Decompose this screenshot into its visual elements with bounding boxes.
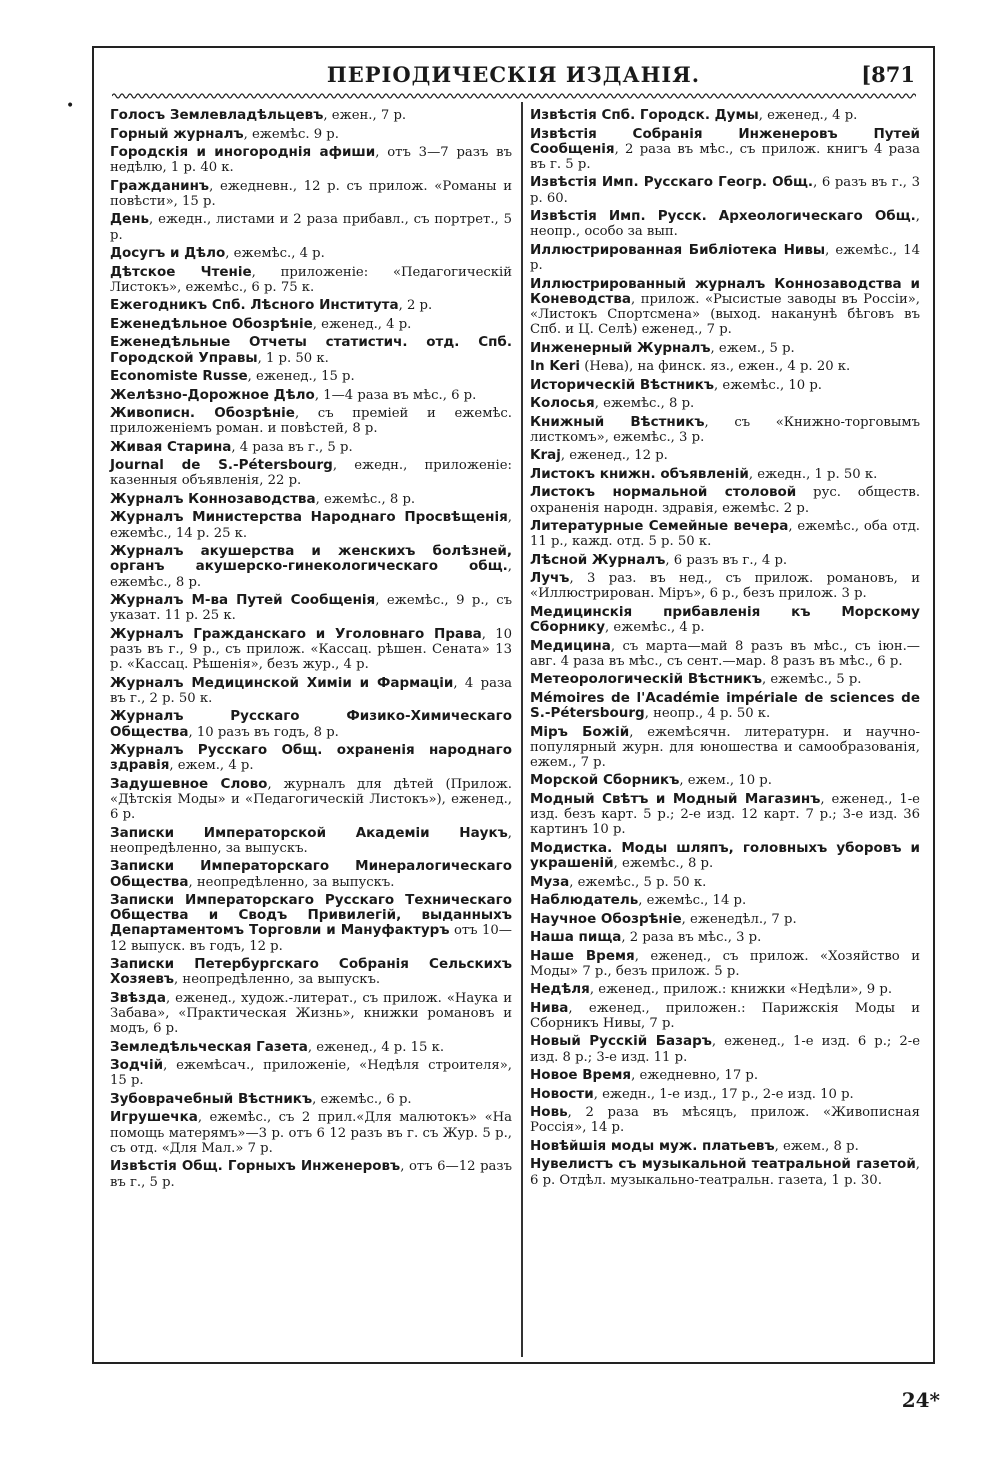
periodical-title: Городскiя и иногороднiя афиши	[110, 144, 376, 160]
periodical-title: Извѣстiя Общ. Горныхъ Инженеровъ	[110, 1158, 401, 1175]
periodical-title: Журналъ Коннозаводства	[110, 490, 316, 507]
periodical-entry	[110, 676, 512, 706]
periodical-entry	[530, 912, 920, 927]
periodical-details: , ежемѣс., 5 р.	[761, 672, 862, 688]
periodical-title: Иллюстрированная Библiотека Нивы	[530, 241, 826, 258]
periodical-details: , отъ 6—12 разъ въ г., 5 р.	[110, 1159, 512, 1190]
periodical-entry	[530, 1157, 920, 1187]
periodical-title: Журналъ Русскаго Общ. охраненiя народнаго здравiя	[110, 742, 512, 774]
periodical-details: , ежемѣс., 8 р.	[594, 396, 695, 412]
periodical-entry	[530, 1034, 920, 1064]
periodical-details: , съ премiей и ежемѣс. приложенiемъ роман. и повѣстей, 8 р.	[110, 406, 512, 437]
periodical-title: Недѣля	[530, 981, 590, 998]
periodical-entry	[110, 440, 512, 455]
periodical-title: Метеорологическiй Вѣстникъ	[530, 671, 762, 688]
periodical-entry	[110, 991, 512, 1037]
periodical-entry	[530, 108, 920, 123]
periodical-details: , ежемѣс., 8 р.	[315, 491, 416, 507]
periodical-details: , приложенiе: «Педагогическiй Листокъ», ежемѣс., 6 р. 75 к.	[110, 264, 513, 295]
periodical-title: Дѣтское Чтенiе	[110, 263, 252, 280]
periodical-entry	[530, 875, 920, 890]
periodical-entry	[530, 639, 920, 669]
periodical-details: , ежемѣс., 9 р., съ указат. 11 р. 25 к.	[110, 593, 513, 624]
periodical-details: , отъ 3—7 разъ въ недѣлю, 1 р. 40 к.	[110, 145, 512, 176]
periodical-details: , 6 р. Отдѣл. музыкально-театральн. газета, 1 р. 30.	[530, 1157, 920, 1188]
periodical-details: , еженед., худож.-литерат., съ прилож. «Наука и Забава», «Практическая Жизнь», книжки романовъ и модъ, 6 р.	[110, 990, 512, 1037]
periodical-entry	[530, 396, 920, 411]
periodical-entry	[110, 957, 512, 987]
periodical-details: , еженед., съ прилож. «Хозяйство и Моды» 7 р., безъ прилож. 5 р.	[530, 948, 920, 979]
periodical-entry	[530, 209, 920, 239]
periodical-title: In Keri	[530, 358, 580, 375]
periodical-entry	[530, 378, 920, 393]
periodical-details: , еженед., 12 р.	[560, 448, 668, 464]
periodical-details: , еженед., 4 р. 15 к.	[307, 1039, 445, 1055]
periodical-entry	[530, 691, 920, 721]
periodical-details: , ежемѣс., 14 р. 25 к.	[110, 510, 512, 541]
periodical-entry	[110, 544, 512, 590]
periodical-title: Земледѣльческая Газета	[110, 1038, 308, 1055]
periodical-details: , ежемѣс., 14 р.	[638, 893, 747, 909]
periodical-title: Журналъ М-ва Путей Сообщенiя	[110, 592, 376, 609]
periodical-entry	[110, 826, 512, 856]
periodical-title: Мiръ Божiй	[530, 723, 630, 740]
periodical-title: Journal de S.-Pétersbourg	[110, 457, 333, 474]
periodical-title: Лучъ	[530, 570, 570, 587]
periodical-entry	[110, 298, 512, 313]
periodical-details: отъ 10—12 выпуск. въ годъ, 12 р.	[110, 923, 512, 954]
periodical-details: , ежедневн., 12 р. съ прилож. «Романы и повѣсти», 15 р.	[110, 178, 512, 209]
periodical-title: Economiste Russe	[110, 368, 248, 385]
periodical-entry	[530, 1105, 920, 1135]
periodical-entry	[530, 415, 920, 445]
periodical-entry	[110, 317, 512, 332]
periodical-entry	[530, 725, 920, 771]
periodical-details: , 2 раза въ мѣс., 3 р.	[621, 930, 762, 946]
periodical-details: , 10 разъ въ годъ, 8 р.	[188, 724, 339, 740]
periodical-entry	[530, 930, 920, 945]
page-number: [871	[861, 62, 915, 87]
periodical-title: Журналъ Министерства Народнаго Просвѣщенiя	[110, 509, 508, 526]
periodical-title: Зодчiй	[110, 1057, 164, 1074]
periodical-details: , 1 р. 50 к.	[257, 350, 329, 366]
periodical-details: , ежедневно, 17 р.	[631, 1068, 759, 1084]
periodical-entry	[530, 341, 920, 356]
periodical-details: , журналъ для дѣтей (Прилож. «Дѣтскiя Моды» и «Педагогическiй Листокъ»), еженед., 6 р.	[110, 776, 512, 823]
periodical-title: Лѣсной Журналъ	[530, 551, 666, 568]
periodical-title: Голосъ Землевладѣльцевъ	[110, 107, 324, 123]
periodical-details: , 2 раза въ мѣс., съ прилож. книгъ 4 раза въ г. 5 р.	[530, 141, 920, 172]
periodical-title: Записки Императорской Академiи Наукъ	[110, 824, 508, 841]
periodical-entry	[110, 406, 512, 436]
periodical-details: , ежем., 4 р.	[169, 758, 254, 774]
periodical-details: , неопредѣленно, за выпускъ.	[188, 874, 395, 890]
periodical-title: Задушевное Слово	[110, 775, 268, 792]
periodical-title: Нувелистъ съ музыкальной театральной газетой	[530, 1156, 916, 1173]
periodical-details: , еженед., 1-е изд. 6 р.; 2-е изд. 8 р.; 3-е изд. 11 р.	[530, 1034, 921, 1065]
periodical-entry	[110, 246, 512, 261]
periodical-entry	[530, 277, 920, 338]
periodical-entry	[110, 108, 512, 123]
periodical-details: , еженедѣл., 7 р.	[681, 911, 797, 927]
periodical-details: , еженед., 15 р.	[247, 369, 355, 385]
margin-mark: •	[66, 98, 75, 114]
periodical-title: Медицинскiя прибавленiя къ Морскому Сборнику	[530, 603, 920, 636]
periodical-details: , 3 раз. въ нед., съ прилож. романовъ, и «Иллюстрирован. Мiръ», 6 р., безъ прилож. 3 р.	[530, 571, 920, 602]
periodical-title: Листокъ книжн. объявленiй	[530, 465, 749, 482]
periodical-details: , ежен., 7 р.	[323, 108, 407, 123]
periodical-entry	[530, 672, 920, 687]
periodical-details: , ежемѣсач., приложенiе, «Недѣля строителя», 15 р.	[110, 1058, 512, 1089]
periodical-entry	[530, 448, 920, 463]
periodical-title: Научное Обозрѣнiе	[530, 910, 682, 927]
header-wavy-rule	[112, 92, 916, 100]
periodical-entry	[110, 212, 512, 242]
periodical-entry	[110, 1040, 512, 1055]
periodical-entry	[110, 777, 512, 823]
periodical-title: Книжный Вѣстникъ	[530, 413, 705, 430]
periodical-entry	[110, 1058, 512, 1088]
periodical-entry	[110, 893, 512, 954]
page-title: ПЕРIОДИЧЕСКIЯ ИЗДАНIЯ.	[326, 62, 701, 87]
page-header	[92, 54, 935, 94]
periodical-title: Наша пища	[530, 929, 622, 946]
periodical-entry	[110, 709, 512, 739]
signature-mark: 24*	[901, 1388, 940, 1412]
periodical-title: Новое Время	[530, 1067, 632, 1084]
periodical-details: , ежемѣс., съ 2 прил.«Для малютокъ» «На помощь матерямъ»—3 р. отъ 6 12 разъ въ г. съ Жур. 5 р., съ отд. «Для Мал.» 7 р.	[110, 1110, 512, 1156]
periodical-details: , ежемѣс., 14 р.	[530, 242, 920, 274]
periodical-details: , прилож. «Рысистые заводы въ Россiи», «Листокъ Спортсмена» (выход. наканунѣ бѣговъ въ Спб. и Ц. Селѣ) еженед., 7 р.	[530, 291, 920, 338]
periodical-entry	[530, 893, 920, 908]
periodical-entry	[530, 467, 920, 482]
periodical-details: , неопредѣленно, за выпускъ.	[174, 972, 381, 988]
periodical-title: Наше Время	[530, 947, 635, 964]
periodical-entry	[530, 982, 920, 997]
periodical-entry	[530, 553, 920, 568]
periodical-title: Еженедѣльные Отчеты статистич. отд. Спб. Городской Управы	[110, 334, 512, 366]
periodical-title: Новь	[530, 1104, 568, 1121]
periodical-title: Листокъ нормальной столовой	[530, 484, 797, 501]
periodical-entry	[530, 175, 920, 205]
periodical-title: Инженерный Журналъ	[530, 339, 711, 356]
periodical-entry	[530, 1087, 920, 1102]
periodical-entry	[530, 519, 920, 549]
periodical-entry	[110, 145, 512, 175]
periodical-entry	[110, 179, 512, 209]
periodical-title: Живая Старина	[110, 438, 232, 455]
periodical-entry	[110, 593, 512, 623]
periodical-entry	[530, 773, 920, 788]
periodical-title: Ежегодникъ Спб. Лѣсного Института	[110, 297, 399, 314]
periodical-details: , еженед., 4 р.	[312, 316, 412, 332]
periodical-details: , ежедн., приложенiе: казенныя объявленiя, 22 р.	[110, 458, 513, 489]
periodical-details: , ежем., 5 р.	[710, 340, 795, 356]
periodical-title: Колосья	[530, 395, 595, 412]
periodical-details: , 6 разъ въ г., 3 р. 60.	[530, 175, 920, 206]
periodical-title: Новый Русскiй Базаръ	[530, 1033, 712, 1050]
periodical-details: , еженед., 4 р.	[758, 108, 858, 123]
periodical-entry	[530, 949, 920, 979]
periodical-title: Модный Свѣтъ и Модный Магазинъ	[530, 790, 821, 807]
periodical-entry	[110, 335, 512, 365]
periodical-entry	[110, 458, 512, 488]
periodical-details: , 1—4 раза въ мѣс., 6 р.	[314, 387, 477, 403]
periodical-title: Историческiй Вѣстникъ	[530, 376, 715, 393]
periodical-entry	[110, 369, 512, 384]
periodical-details: , 6 разъ въ г., 4 р.	[665, 552, 788, 568]
periodical-entry	[110, 127, 512, 142]
periodical-title: Извѣстiя Собранiя Инженеровъ Путей Сообщенiя	[530, 125, 920, 157]
periodical-entry	[110, 1110, 512, 1156]
periodical-details: , ежемѣс., 10 р.	[714, 377, 822, 393]
periodical-details: , ежем., 10 р.	[679, 773, 772, 789]
periodical-title: Извѣстiя Имп. Русскаго Геогр. Общ.	[530, 174, 814, 191]
periodical-entry	[110, 1092, 512, 1107]
column-divider	[521, 102, 523, 1357]
periodical-entry	[530, 792, 920, 838]
periodical-title: Новости	[530, 1085, 594, 1102]
periodical-title: Mémoires de l'Académie impériale de sciences de S.-Pétersbourg	[530, 689, 920, 722]
periodical-title: Модистка. Моды шляпъ, головныхъ уборовъ и украшенiй	[530, 839, 920, 872]
periodical-details: , 4 раза въ г., 5 р.	[231, 439, 353, 455]
periodical-title: Журналъ Медицинской Химiи и Фармацiи	[110, 674, 454, 691]
periodical-title: Kraj	[530, 447, 561, 464]
periodical-entry	[530, 605, 920, 635]
periodical-details: , ежедн., 1-е изд., 17 р., 2-е изд. 10 р.	[593, 1086, 854, 1102]
periodical-title: Звѣзда	[110, 989, 166, 1006]
periodical-entry	[530, 485, 920, 515]
periodical-details: , еженед., прилож.: книжки «Недѣли», 9 р.	[589, 982, 893, 998]
periodical-entry	[530, 1001, 920, 1031]
periodical-title: Записки Императорскаго Минералогическаго Общества	[110, 858, 512, 890]
periodical-title: Досугъ и Дѣло	[110, 245, 226, 262]
periodical-entry	[110, 265, 512, 295]
periodical-details: рус. обществ. охраненiя народн. здравiя, ежемѣс. 2 р.	[530, 485, 921, 516]
periodical-details: , 10 разъ въ г., 9 р., съ прилож. «Кассац. рѣшен. Сената» 13 р. «Кассац. Рѣшенiя», безъ жур., 4 р.	[110, 626, 512, 673]
periodical-entry	[530, 243, 920, 273]
periodical-title: Журналъ Русскаго Физико-Химическаго Общества	[110, 708, 512, 740]
periodical-title: Морской Сборникъ	[530, 772, 680, 789]
periodical-details: (Нева), на финск. яз., ежен., 4 р. 20 к.	[580, 359, 851, 375]
periodical-details: , еженед., 1-е изд. безъ карт. 5 р.; 2-е изд. 12 карт. 7 р.; 3-е изд. 36 картинъ 10 р.	[530, 791, 920, 838]
periodical-title: Извѣстiя Имп. Русск. Археологическаго Общ.	[530, 208, 916, 225]
periodical-title: Записки Императорскаго Русскаго Техническаго Общества и Сводъ Привилегiй, выданныхъ Департаментомъ Торговли и Мануфактуръ	[110, 892, 512, 939]
periodical-details: , ежемѣсячн. литературн. и научно-популярный журн. для юношества и самообразованiя, ежем., 7 р.	[530, 724, 921, 770]
periodical-title: Еженедѣльное Обозрѣнiе	[110, 315, 313, 332]
periodical-title: Муза	[530, 873, 570, 890]
periodical-entry	[530, 1139, 920, 1154]
periodical-title: Гражданинъ	[110, 177, 210, 194]
periodical-entry	[110, 859, 512, 889]
periodical-details: , ежедн., 1 р. 50 к.	[748, 466, 878, 482]
periodical-details: , неопредѣленно, за выпускъ.	[110, 825, 512, 856]
periodical-entry	[110, 743, 512, 773]
left-column	[110, 108, 512, 1193]
periodical-title: Живописн. Обозрѣнiе	[110, 405, 295, 422]
periodical-details: , ежемѣс., оба отд. 11 р., кажд. отд. 5 р. 50 к.	[530, 519, 921, 550]
periodical-entry	[110, 510, 512, 540]
periodical-entry	[110, 492, 512, 507]
periodical-details: , 2 раза въ мѣсяцъ, прилож. «Живописная Россiя», 14 р.	[530, 1105, 920, 1136]
periodical-details: , ежедн., листами и 2 раза прибавл., съ портрет., 5 р.	[110, 212, 512, 243]
periodical-title: Новѣйшiя моды муж. платьевъ	[530, 1137, 775, 1154]
periodical-entry	[530, 571, 920, 601]
right-column	[530, 108, 920, 1191]
periodical-title: Зубоврачебный Вѣстникъ	[110, 1090, 313, 1107]
periodical-entry	[530, 1068, 920, 1083]
periodical-details: , еженед., приложен.: Парижскiя Моды и Сборникъ Нивы, 7 р.	[530, 1000, 920, 1031]
periodical-details: , неопр., особо за вып.	[530, 209, 920, 240]
periodical-details: , ежемѣс. 9 р.	[243, 126, 339, 142]
periodical-entry	[530, 841, 920, 871]
periodical-title: Игрушечка	[110, 1109, 198, 1126]
periodical-details: , ежемѣс., 4 р.	[225, 246, 325, 262]
periodical-title: Журналъ Гражданскаго и Уголовнаго Права	[110, 625, 482, 642]
periodical-details: , ежемѣс., 5 р. 50 к.	[569, 874, 707, 890]
periodical-title: Нива	[530, 999, 569, 1016]
periodical-title: Иллюстрированный журналъ Коннозаводства и Коневодства	[530, 275, 920, 307]
periodical-entry	[110, 1159, 512, 1189]
periodical-entry	[110, 388, 512, 403]
periodical-details: , съ марта—май 8 разъ въ мѣс., съ iюн.—авг. 4 раза въ мѣс., съ сент.—мар. 8 разъ въ мѣс., 6 р.	[530, 638, 920, 669]
periodical-title: День	[110, 211, 150, 228]
periodical-details: , ежемѣс., 8 р.	[110, 559, 512, 590]
periodical-title: Извѣстiя Спб. Городск. Думы	[530, 107, 759, 123]
periodical-details: , ежемѣс., 6 р.	[312, 1091, 412, 1107]
periodical-title: Медицина	[530, 637, 611, 654]
periodical-title: Литературные Семейные вечера	[530, 518, 789, 535]
periodical-details: , 4 раза въ г., 2 р. 50 к.	[110, 675, 513, 706]
periodical-details: , съ «Книжно-торговымъ листкомъ», ежемѣс., 3 р.	[530, 414, 920, 445]
periodical-title: Записки Петербургскаго Собранiя Сельскихъ Хозяевъ	[110, 956, 512, 988]
periodical-details: , 2 р.	[398, 298, 433, 314]
periodical-title: Наблюдатель	[530, 892, 639, 909]
periodical-details: , неопр., 4 р. 50 к.	[644, 706, 771, 722]
periodical-details: , ежемѣс., 8 р.	[613, 856, 714, 872]
periodical-title: Журналъ акушерства и женскихъ болѣзней, органъ акушерско-гинекологическаго общ.	[110, 543, 512, 575]
periodical-title: Горный журналъ	[110, 125, 244, 142]
periodical-details: , ежем., 8 р.	[774, 1138, 859, 1154]
periodical-details: , ежемѣс., 4 р.	[605, 620, 705, 636]
periodical-entry	[530, 127, 920, 173]
periodical-entry	[530, 359, 920, 374]
periodical-entry	[110, 627, 512, 673]
periodical-title: Желѣзно-Дорожное Дѣло	[110, 386, 315, 403]
